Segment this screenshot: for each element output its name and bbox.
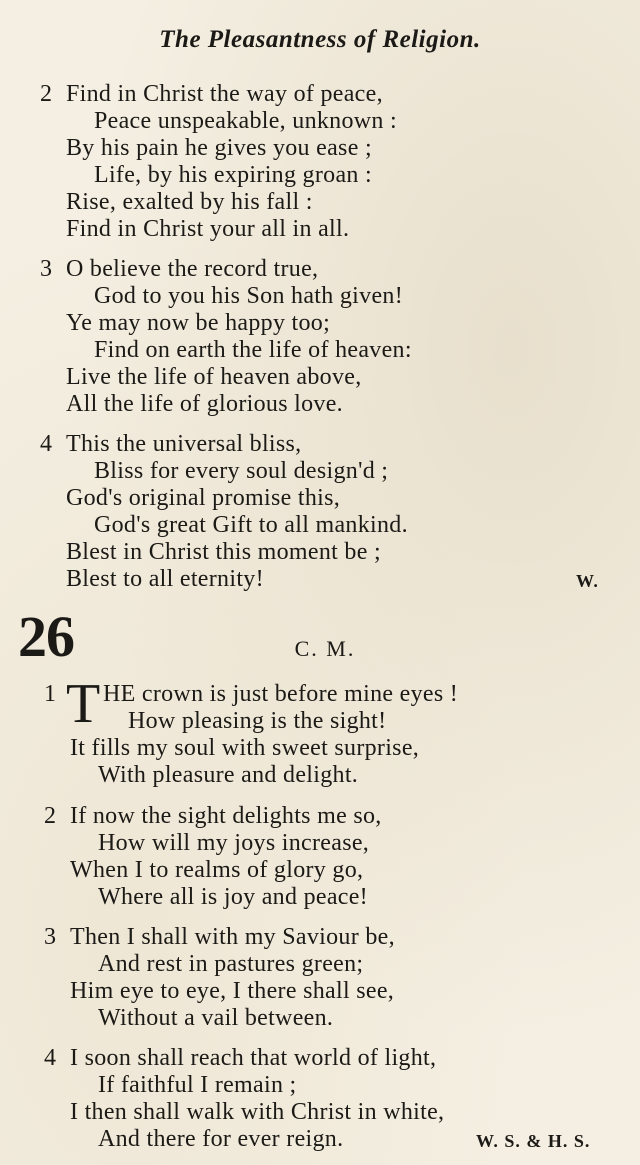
verse-line: Blest to all eternity! [66,566,264,592]
verse-line: Without a vail between. [98,1005,334,1031]
running-head: The Pleasantness of Religion. [159,26,481,53]
stanza-number: 1 [44,681,56,707]
verse-line: How pleasing is the sight! [128,708,387,734]
verse-line: Find on earth the life of heaven: [94,337,412,363]
verse-line: Him eye to eye, I there shall see, [70,978,395,1004]
verse-line: Peace unspeakable, unknown : [94,108,397,134]
verse-line: When I to realms of glory go, [70,857,364,883]
verse-line: I soon shall reach that world of light, [70,1045,437,1071]
verse-line: This the universal bliss, [66,431,302,457]
stanza-number: 2 [44,803,56,829]
verse-line: With pleasure and delight. [98,762,359,788]
verse-line: If faithful I remain ; [98,1072,297,1098]
verse-line: O believe the record true, [66,256,319,282]
verse-line: Ye may now be happy too; [66,310,331,336]
verse-line: Bliss for every soul design'd ; [94,458,389,484]
verse-line: By his pain he gives you ease ; [66,135,372,161]
stanza-number: 4 [40,431,52,457]
verse-line: Rise, exalted by his fall : [66,189,313,215]
verse-line: And rest in pastures green; [98,951,364,977]
verse-line: God to you his Son hath given! [94,283,403,309]
verse-line: Find in Christ the way of peace, [66,81,383,107]
author-attribution: W. [576,571,599,591]
verse-line: Then I shall with my Saviour be, [70,924,395,950]
verse-line: Find in Christ your all in all. [66,216,350,242]
author-attribution: W. S. & H. S. [476,1131,591,1151]
verse-line: Live the life of heaven above, [66,364,362,390]
stanza-number: 4 [44,1045,56,1071]
verse-line: How will my joys increase, [98,830,370,856]
verse-line: HE crown is just before mine eyes ! [103,681,459,707]
hymn-number: 26 [18,604,74,669]
stanza-number: 3 [44,924,56,950]
verse-line: God's great Gift to all mankind. [94,512,408,538]
stanza-number: 3 [40,256,52,282]
stanza-number: 2 [40,81,52,107]
verse-line: I then shall walk with Christ in white, [70,1099,445,1125]
verse-line: Where all is joy and peace! [98,884,368,910]
verse-line: All the life of glorious love. [66,391,343,417]
verse-line: Life, by his expiring groan : [94,162,372,188]
verse-line: If now the sight delights me so, [70,803,382,829]
verse-line: It fills my soul with sweet surprise, [70,735,420,761]
verse-line: Blest in Christ this moment be ; [66,539,381,565]
verse-line: And there for ever reign. [98,1126,344,1152]
drop-cap: T [66,673,101,735]
verse-line: God's original promise this, [66,485,341,511]
meter-label: C. M. [294,636,356,661]
